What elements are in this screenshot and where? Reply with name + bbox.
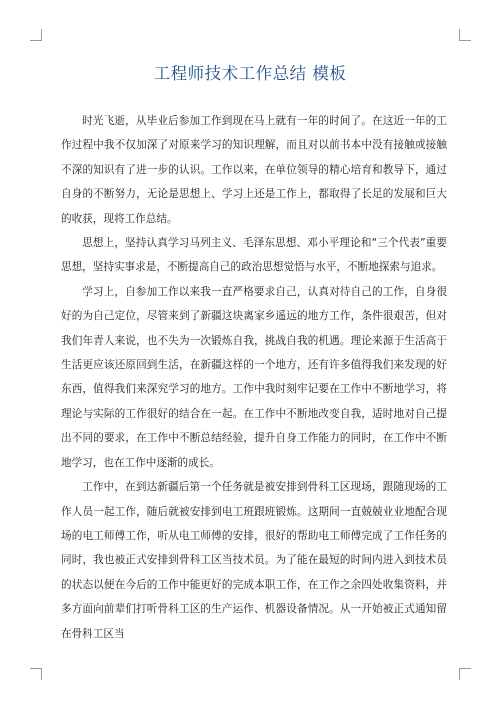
paragraph-study: 学习上，自参加工作以来我一直严格要求自己，认真对待自己的工作，自身很好的为自己定位，尽管来到了新疆这块离家乡遥远的地方工作，条件很艰苦，但对我们年青人来说，也不失为一次锻炼自我，挑战自我的机遇。理论来源于生活高于生活更应该还原回到生活，在新疆这样的一个地方，还有许多值得我们来发现的好东西，值得我们来深究学习的地方。工作中我时刻牢记要在工作中不断地学习，将理论与实际的工作很好的结合在一起。在工作中不断地改变自我，适时地对自己提出不同的要求，在工作中不断总结经验，提升自身工作能力的同时，在工作中不断地学习，也在工作中逐渐的成长。 [61, 285, 447, 469]
crop-mark-bottom-left [30, 668, 42, 680]
crop-mark-bottom-right [459, 668, 471, 680]
paragraph-work: 工作中，在到达新疆后第一个任务就是被安排到骨科工区现场，跟随现场的工作人员一起工作，随后就被安排到电工班跟班锻炼。这期间一直兢兢业业地配合现场的电工师傅工作，听从电工师傅的安排，很好的帮助电工师傅完成了工作任务的同时，我也被正式安排到骨科工区当技术员。为了能在最短的时间内进入到技术员的状态以便在今后的工作中能更好的完成本职工作，在工作之余四处收集资料，并多方面向前辈们打听骨科工区的生产运作、机器设备情况。从一开始被正式通知留在骨科工区当 [61, 481, 447, 640]
document-title: 工程师技术工作总结 模板 [153, 64, 347, 83]
document-body [61, 109, 447, 646]
paragraph-thought: 思想上，坚持认真学习马列主义、毛泽东思想、邓小平理论和“三个代表”重要思想，坚持实事求是，不断提高自己的政治思想觉悟与水平，不断地探索与追求。 [61, 237, 447, 274]
paragraph-intro: 时光飞逝，从毕业后参加工作到现在马上就有一年的时间了。在这近一年的工作过程中我不仅加深了对原来学习的知识理解，而且对以前书本中没有接触或接触不深的知识有了进一步的认识。工作以来，在单位领导的精心培育和教导下，通过自身的不断努力，无论是思想上、学习上还是工作上，都取得了长足的发展和巨大的收获，现将工作总结。 [61, 115, 447, 225]
crop-mark-top-left [30, 29, 42, 41]
crop-mark-top-right [459, 29, 471, 41]
